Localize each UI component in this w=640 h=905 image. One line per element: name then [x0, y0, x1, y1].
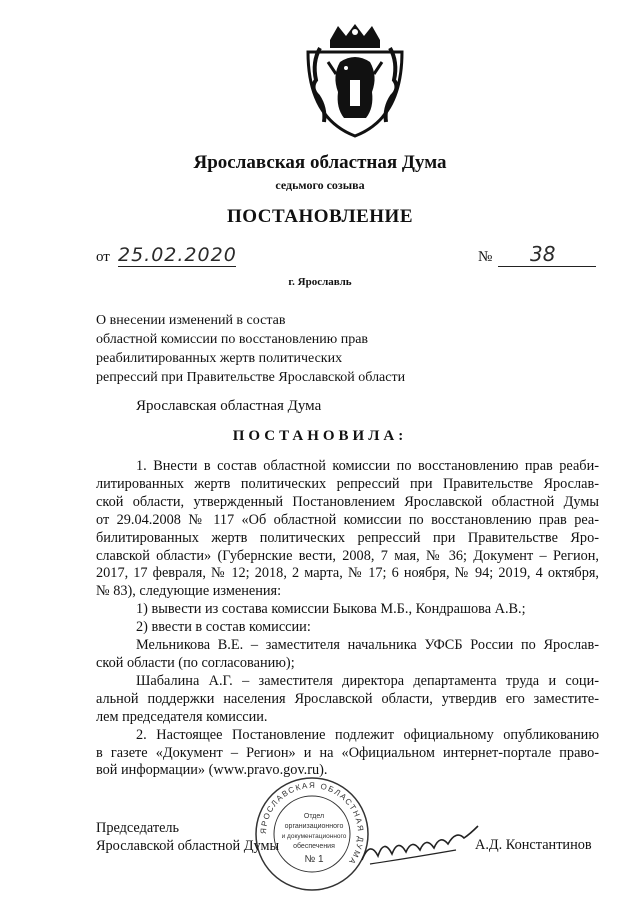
stamp-line: № 1	[304, 854, 324, 865]
body-line: ской области, утвержденный Постановлением Ярославской областной Думы	[96, 493, 599, 510]
body-line: билитированных жертв политических репрессий при Правительстве Яро-	[96, 529, 599, 546]
body-line: ской области (по согласованию);	[96, 654, 295, 671]
city: г. Ярославль	[288, 276, 352, 288]
convocation: седьмого созыва	[275, 178, 365, 192]
number-underline	[498, 266, 596, 267]
body-line: Шабалина А.Г. – заместителя директора департамента труда и соци-	[136, 672, 599, 689]
stamp-line: обеспечения	[293, 843, 335, 850]
stamp-outer-text: ЯРОСЛАВСКАЯ ОБЛАСТНАЯ ДУМА	[258, 780, 366, 867]
stamp-line: Отдел	[303, 813, 325, 820]
date-label: от	[96, 249, 110, 265]
body-line: лем председателя комиссии.	[96, 708, 268, 725]
resolved-heading: ПОСТАНОВИЛА:	[232, 428, 408, 444]
body-line: альной поддержки населения Ярославской области, утвердив его заместите-	[96, 690, 599, 707]
body-line: вой информации» (www.pravo.gov.ru).	[96, 762, 328, 779]
signatory-title-line: Ярославской областной Думы	[96, 838, 280, 854]
body-line: 2) ввести в состав комиссии:	[136, 619, 311, 636]
signatory-title	[96, 819, 279, 855]
coat-of-arms-icon	[300, 22, 410, 140]
body-line: 2. Настоящее Постановление подлежит официальному опубликованию	[136, 726, 599, 743]
date-underline	[118, 266, 236, 267]
org-title: Ярославская областная Дума	[193, 152, 447, 173]
number-label: №	[478, 249, 493, 265]
subject-block	[96, 311, 405, 387]
document-type: ПОСТАНОВЛЕНИЕ	[226, 206, 414, 227]
body-line: литированных жертв политических репрессий при Правительстве Ярослав-	[96, 475, 599, 492]
signatory-name: А.Д. Константинов	[475, 837, 592, 853]
body-line: от 29.04.2008 № 117 «Об областной комиссии по восстановлению прав реа-	[96, 511, 599, 528]
stamp-line: и документационного	[281, 833, 347, 840]
handwritten-signature	[360, 820, 480, 870]
body-line: в газете «Документ – Регион» и на «Официальном интернет-портале право-	[96, 744, 599, 761]
issuer-line: Ярославская областная Дума	[136, 398, 322, 414]
date-value: 25.02.2020	[118, 244, 237, 266]
body-line: Мельникова В.Е. – заместителя начальника УФСБ России по Ярослав-	[136, 637, 599, 654]
subject-line: О внесении изменений в состав	[96, 313, 286, 328]
body-line: № 83), следующие изменения:	[96, 583, 282, 600]
body-line: 2017, 17 февраля, № 12; 2018, 2 марта, № 17; 6 ноября, № 94; 2019, 4 октября,	[96, 565, 599, 582]
body-line: 1) вывести из состава комиссии Быкова М.Б., Кондрашова А.В.;	[136, 601, 526, 618]
subject-line: репрессий при Правительстве Ярославской области	[96, 370, 406, 385]
body-line: славской области» (Губернские вести, 2008, 7 мая, № 36; Документ – Регион,	[96, 547, 599, 564]
signatory-title-line: Председатель	[96, 820, 180, 836]
body-line: 1. Внести в состав областной комиссии по восстановлению прав реаби-	[136, 458, 599, 474]
body-text	[96, 458, 599, 780]
number-value: 38	[530, 242, 556, 266]
subject-line: областной комиссии по восстановлению прав	[96, 332, 369, 347]
stamp-line: организационного	[284, 823, 344, 830]
subject-line: реабилитированных жертв политических	[96, 351, 343, 366]
